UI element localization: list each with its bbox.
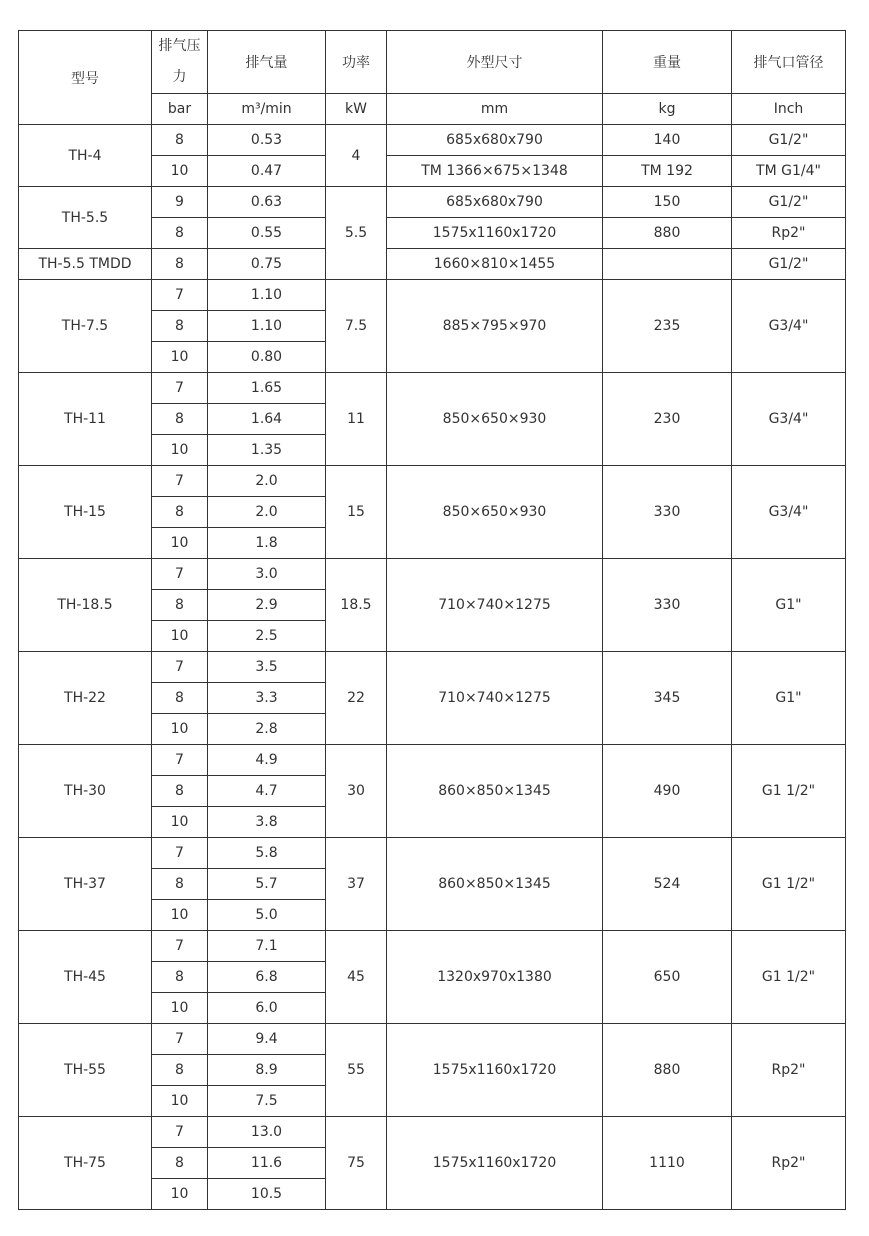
flow-cell: 5.8 <box>208 838 326 869</box>
pressure-cell: 8 <box>152 590 208 621</box>
outlet-cell: Rp2" <box>732 1024 846 1117</box>
dims-cell: 1575x1160x1720 <box>387 1024 603 1117</box>
dims-cell: 710×740×1275 <box>387 559 603 652</box>
flow-cell: 9.4 <box>208 1024 326 1055</box>
flow-cell: 4.9 <box>208 745 326 776</box>
table-row <box>19 1024 846 1055</box>
weight-cell: 1110 <box>603 1117 732 1210</box>
pressure-cell: 8 <box>152 497 208 528</box>
pressure-cell: 7 <box>152 745 208 776</box>
power-cell: 45 <box>326 931 387 1024</box>
dims-cell: 1575x1160x1720 <box>387 1117 603 1210</box>
flow-cell: 5.7 <box>208 869 326 900</box>
model-cell: TH-4 <box>19 125 152 187</box>
power-cell: 7.5 <box>326 280 387 373</box>
pressure-cell: 8 <box>152 311 208 342</box>
weight-cell: 150 <box>603 187 732 218</box>
unit-pressure: bar <box>152 94 208 125</box>
pressure-cell: 8 <box>152 1148 208 1179</box>
outlet-cell: TM G1/4" <box>732 156 846 187</box>
pressure-cell: 10 <box>152 435 208 466</box>
power-cell: 75 <box>326 1117 387 1210</box>
flow-cell: 7.1 <box>208 931 326 962</box>
power-cell: 30 <box>326 745 387 838</box>
weight-cell: TM 192 <box>603 156 732 187</box>
dims-cell: TM 1366×675×1348 <box>387 156 603 187</box>
outlet-cell: Rp2" <box>732 218 846 249</box>
pressure-cell: 10 <box>152 342 208 373</box>
weight-cell: 330 <box>603 559 732 652</box>
weight-cell: 880 <box>603 1024 732 1117</box>
table-row <box>19 125 846 156</box>
flow-cell: 3.5 <box>208 652 326 683</box>
pressure-cell: 7 <box>152 280 208 311</box>
outlet-cell: G1 1/2" <box>732 838 846 931</box>
model-cell: TH-15 <box>19 466 152 559</box>
flow-cell: 1.64 <box>208 404 326 435</box>
flow-cell: 0.55 <box>208 218 326 249</box>
power-cell: 15 <box>326 466 387 559</box>
table-row <box>19 838 846 869</box>
unit-weight: kg <box>603 94 732 125</box>
table-row <box>19 280 846 311</box>
outlet-cell: G1/2" <box>732 187 846 218</box>
pressure-cell: 8 <box>152 962 208 993</box>
flow-cell: 3.3 <box>208 683 326 714</box>
unit-power: kW <box>326 94 387 125</box>
weight-cell: 524 <box>603 838 732 931</box>
flow-cell: 13.0 <box>208 1117 326 1148</box>
unit-flow: m³/min <box>208 94 326 125</box>
pressure-cell: 7 <box>152 466 208 497</box>
flow-cell: 7.5 <box>208 1086 326 1117</box>
dims-cell: 885×795×970 <box>387 280 603 373</box>
header-weight: 重量 <box>603 31 732 94</box>
dims-cell: 1320x970x1380 <box>387 931 603 1024</box>
flow-cell: 1.35 <box>208 435 326 466</box>
outlet-cell: Rp2" <box>732 1117 846 1210</box>
table-row <box>19 373 846 404</box>
pressure-cell: 7 <box>152 652 208 683</box>
outlet-cell: G1/2" <box>732 125 846 156</box>
power-cell: 4 <box>326 125 387 187</box>
dims-cell: 860×850×1345 <box>387 745 603 838</box>
flow-cell: 0.63 <box>208 187 326 218</box>
power-cell: 37 <box>326 838 387 931</box>
weight-cell: 235 <box>603 280 732 373</box>
flow-cell: 5.0 <box>208 900 326 931</box>
pressure-cell: 8 <box>152 125 208 156</box>
outlet-cell: G1 1/2" <box>732 931 846 1024</box>
dims-cell: 1575x1160x1720 <box>387 218 603 249</box>
weight-cell: 230 <box>603 373 732 466</box>
flow-cell: 2.0 <box>208 497 326 528</box>
flow-cell: 0.47 <box>208 156 326 187</box>
outlet-cell: G1" <box>732 559 846 652</box>
flow-cell: 11.6 <box>208 1148 326 1179</box>
flow-cell: 6.0 <box>208 993 326 1024</box>
header-outlet: 排气口管径 <box>732 31 846 94</box>
model-cell: TH-37 <box>19 838 152 931</box>
outlet-cell: G3/4" <box>732 373 846 466</box>
power-cell: 22 <box>326 652 387 745</box>
model-cell: TH-18.5 <box>19 559 152 652</box>
pressure-cell: 10 <box>152 621 208 652</box>
model-cell: TH-5.5 <box>19 187 152 249</box>
pressure-cell: 10 <box>152 900 208 931</box>
pressure-cell: 8 <box>152 1055 208 1086</box>
table-row <box>19 931 846 962</box>
pressure-cell: 8 <box>152 218 208 249</box>
outlet-cell: G3/4" <box>732 466 846 559</box>
flow-cell: 0.75 <box>208 249 326 280</box>
weight-cell: 880 <box>603 218 732 249</box>
flow-cell: 0.53 <box>208 125 326 156</box>
header-dims: 外型尺寸 <box>387 31 603 94</box>
weight-cell: 330 <box>603 466 732 559</box>
model-cell: TH-7.5 <box>19 280 152 373</box>
outlet-cell: G1" <box>732 652 846 745</box>
pressure-cell: 7 <box>152 931 208 962</box>
table-row <box>19 652 846 683</box>
table-row <box>19 187 846 218</box>
unit-dims: mm <box>387 94 603 125</box>
power-cell: 55 <box>326 1024 387 1117</box>
dims-cell: 850×650×930 <box>387 373 603 466</box>
pressure-cell: 10 <box>152 1179 208 1210</box>
table-row <box>19 466 846 497</box>
flow-cell: 1.10 <box>208 280 326 311</box>
header-row <box>19 31 846 94</box>
pressure-cell: 10 <box>152 807 208 838</box>
pressure-cell: 10 <box>152 528 208 559</box>
header-model: 型号 <box>19 31 152 125</box>
model-cell: TH-75 <box>19 1117 152 1210</box>
outlet-cell: G3/4" <box>732 280 846 373</box>
outlet-cell: G1 1/2" <box>732 745 846 838</box>
flow-cell: 8.9 <box>208 1055 326 1086</box>
power-cell: 5.5 <box>326 187 387 280</box>
unit-outlet: Inch <box>732 94 846 125</box>
pressure-cell: 8 <box>152 683 208 714</box>
pressure-cell: 7 <box>152 1024 208 1055</box>
table-row <box>19 1117 846 1148</box>
weight-cell: 490 <box>603 745 732 838</box>
spec-table-container <box>18 30 846 1210</box>
flow-cell: 1.8 <box>208 528 326 559</box>
weight-cell <box>603 249 732 280</box>
model-cell: TH-45 <box>19 931 152 1024</box>
weight-cell: 345 <box>603 652 732 745</box>
header-pressure: 排气压力 <box>152 31 208 94</box>
dims-cell: 710×740×1275 <box>387 652 603 745</box>
weight-cell: 650 <box>603 931 732 1024</box>
table-row <box>19 559 846 590</box>
power-cell: 18.5 <box>326 559 387 652</box>
pressure-cell: 10 <box>152 1086 208 1117</box>
dims-cell: 685x680x790 <box>387 125 603 156</box>
weight-cell: 140 <box>603 125 732 156</box>
pressure-cell: 7 <box>152 1117 208 1148</box>
pressure-cell: 8 <box>152 776 208 807</box>
dims-cell: 1660×810×1455 <box>387 249 603 280</box>
pressure-cell: 10 <box>152 714 208 745</box>
dims-cell: 860×850×1345 <box>387 838 603 931</box>
flow-cell: 1.65 <box>208 373 326 404</box>
flow-cell: 1.10 <box>208 311 326 342</box>
flow-cell: 2.9 <box>208 590 326 621</box>
flow-cell: 2.8 <box>208 714 326 745</box>
pressure-cell: 9 <box>152 187 208 218</box>
dims-cell: 685x680x790 <box>387 187 603 218</box>
model-cell: TH-30 <box>19 745 152 838</box>
flow-cell: 0.80 <box>208 342 326 373</box>
pressure-cell: 7 <box>152 559 208 590</box>
pressure-cell: 8 <box>152 869 208 900</box>
header-power: 功率 <box>326 31 387 94</box>
pressure-cell: 10 <box>152 993 208 1024</box>
model-cell: TH-55 <box>19 1024 152 1117</box>
pressure-cell: 7 <box>152 838 208 869</box>
dims-cell: 850×650×930 <box>387 466 603 559</box>
model-cell: TH-5.5 TMDD <box>19 249 152 280</box>
pressure-cell: 8 <box>152 404 208 435</box>
pressure-cell: 10 <box>152 156 208 187</box>
model-cell: TH-11 <box>19 373 152 466</box>
spec-table <box>18 30 846 1210</box>
model-cell: TH-22 <box>19 652 152 745</box>
pressure-cell: 8 <box>152 249 208 280</box>
outlet-cell: G1/2" <box>732 249 846 280</box>
pressure-cell: 7 <box>152 373 208 404</box>
table-row <box>19 249 846 280</box>
power-cell: 11 <box>326 373 387 466</box>
flow-cell: 3.8 <box>208 807 326 838</box>
flow-cell: 4.7 <box>208 776 326 807</box>
flow-cell: 2.0 <box>208 466 326 497</box>
table-row <box>19 745 846 776</box>
flow-cell: 2.5 <box>208 621 326 652</box>
flow-cell: 6.8 <box>208 962 326 993</box>
flow-cell: 3.0 <box>208 559 326 590</box>
flow-cell: 10.5 <box>208 1179 326 1210</box>
header-flow: 排气量 <box>208 31 326 94</box>
